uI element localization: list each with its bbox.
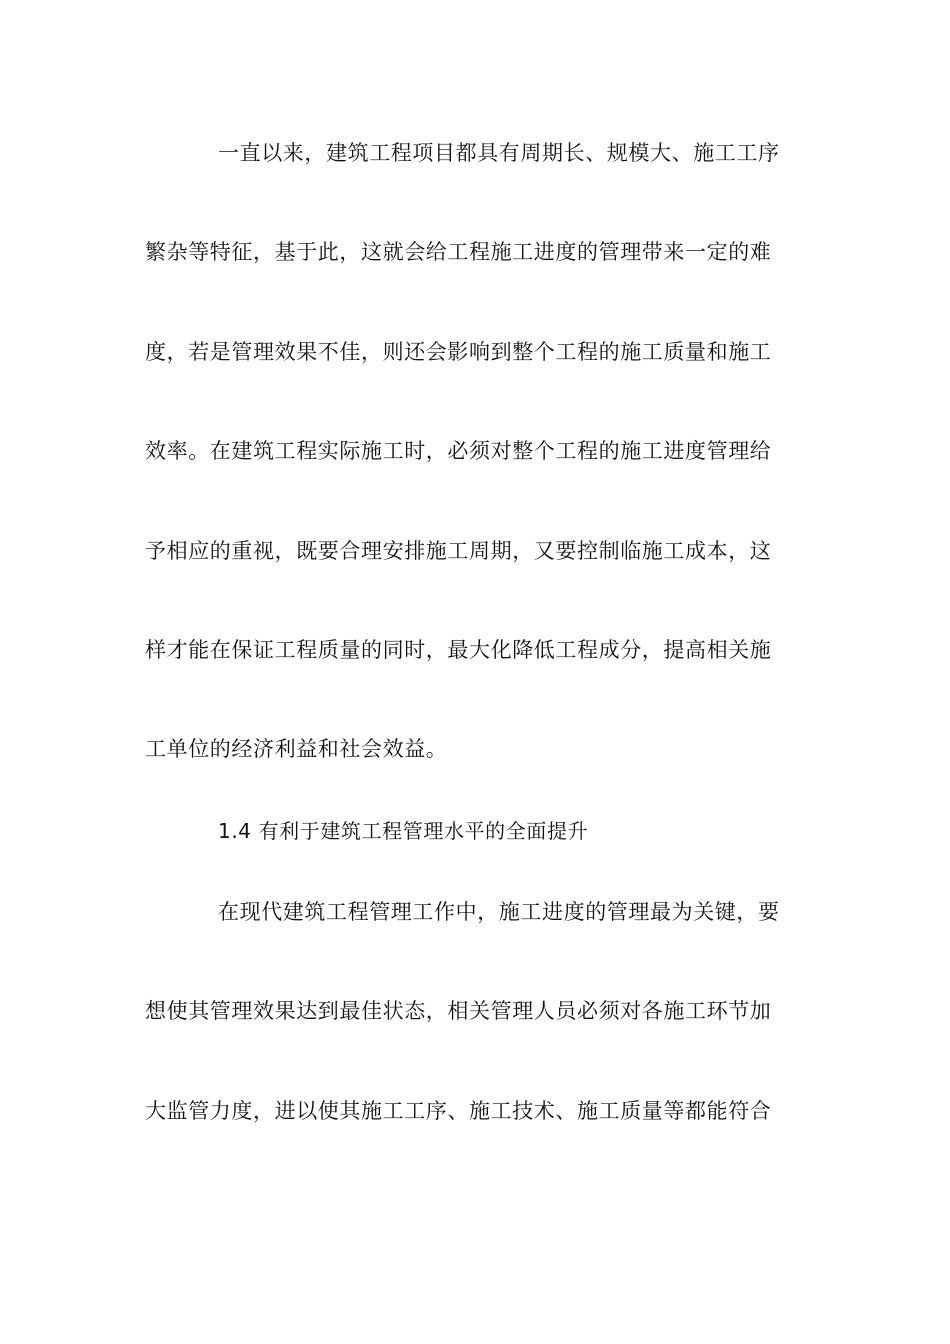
paragraph-1-line-2: 繁杂等特征，基于此，这就会给工程施工进度的管理带来一定的难: [145, 240, 772, 264]
paragraph-2-line-2: 想使其管理效果达到最佳状态，相关管理人员必须对各施工环节加: [145, 999, 772, 1023]
paragraph-1-line-7: 工单位的经济利益和社会效益。: [145, 737, 448, 761]
paragraph-1-line-4: 效率。在建筑工程实际施工时，必须对整个工程的施工进度管理给: [145, 439, 772, 463]
paragraph-2-line-1: 在现代建筑工程管理工作中，施工进度的管理最为关键，要: [218, 900, 780, 924]
paragraph-1-line-3: 度，若是管理效果不佳，则还会影响到整个工程的施工质量和施工: [145, 340, 772, 364]
paragraph-2-line-3: 大监管力度，进以使其施工工序、施工技术、施工质量等都能符合: [145, 1099, 772, 1123]
section-heading: 1.4 有利于建筑工程管理水平的全面提升: [218, 819, 589, 843]
paragraph-1-line-6: 样才能在保证工程质量的同时，最大化降低工程成分，提高相关施: [145, 638, 772, 662]
paragraph-1-line-1: 一直以来，建筑工程项目都具有周期长、规模大、施工工序: [218, 141, 780, 165]
paragraph-1-line-5: 予相应的重视，既要合理安排施工周期，又要控制临施工成本，这: [145, 539, 772, 563]
